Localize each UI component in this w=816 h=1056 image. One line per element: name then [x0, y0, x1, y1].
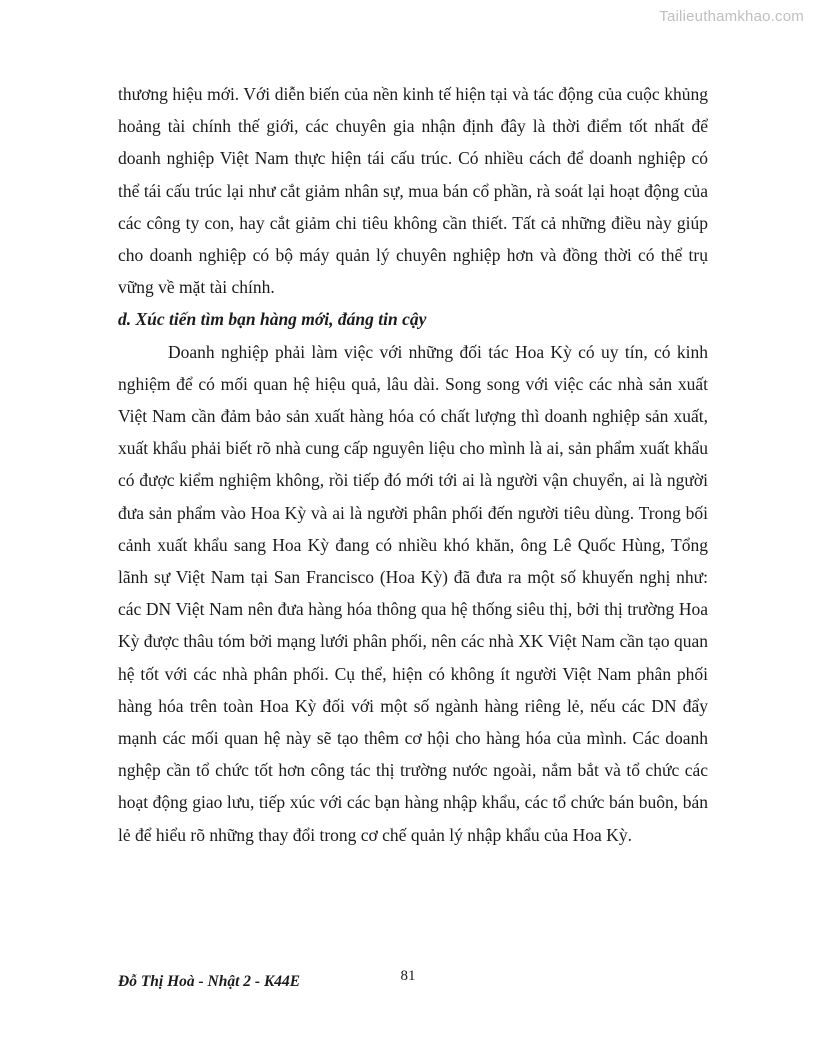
page-body — [118, 78, 708, 851]
body-paragraph-1: thương hiệu mới. Với diễn biến của nền kinh tế hiện tại và tác động của cuộc khủng hoảng tài chính thế giới, các chuyên gia nhận định đây là thời điểm tốt nhất để doanh nghiệp Việt Nam thực hiện tái cấu trúc. Có nhiều cách để doanh nghiệp có thể tái cấu trúc lại như cắt giảm nhân sự, mua bán cổ phần, rà soát lại hoạt động của các công ty con, hay cắt giảm chi tiêu không cần thiết. Tất cả những điều này giúp cho doanh nghiệp có bộ máy quản lý chuyên nghiệp hơn và đồng thời có thể trụ vững về mặt tài chính. — [118, 84, 708, 298]
page-number: 81 — [400, 968, 416, 984]
page-footer — [0, 964, 816, 998]
footer-author: Đỗ Thị Hoà - Nhật 2 - K44E — [118, 973, 301, 990]
section-heading-d: d. Xúc tiến tìm bạn hàng mới, đáng tin cậy — [118, 309, 427, 330]
body-paragraph-2: Doanh nghiệp phải làm việc với những đối tác Hoa Kỳ có uy tín, có kinh nghiệm để có mối quan hệ hiệu quả, lâu dài. Song song với việc các nhà sản xuất Việt Nam cần đảm bảo sản xuất hàng hóa có chất lượng thì doanh nghiệp sản xuất, xuất khẩu phải biết rõ nhà cung cấp nguyên liệu cho mình là ai, sản phẩm xuất khẩu có được kiểm nghiệm không, rồi tiếp đó mới tới ai là người vận chuyển, ai là người đưa sản phẩm vào Hoa Kỳ và ai là người phân phối đến người tiêu dùng. Trong bối cảnh xuất khẩu sang Hoa Kỳ đang có nhiều khó khăn, ông Lê Quốc Hùng, Tổng lãnh sự Việt Nam tại San Francisco (Hoa Kỳ) đã đưa ra một số khuyến nghị như: các DN Việt Nam nên đưa hàng hóa thông qua hệ thống siêu thị, bởi thị trường Hoa Kỳ được thâu tóm bởi mạng lưới phân phối, nên các nhà XK Việt Nam cần tạo quan hệ tốt với các nhà phân phối. Cụ thể, hiện có không ít người Việt Nam phân phối hàng hóa trên toàn Hoa Kỳ đối với một số ngành hàng riêng lẻ, nếu các DN đẩy mạnh các mối quan hệ này sẽ tạo thêm cơ hội cho hàng hóa của mình. Các doanh nghệp cần tổ chức tốt hơn công tác thị trường nước ngoài, nắm bắt và tổ chức các hoạt động giao lưu, tiếp xúc với các bạn hàng nhập khẩu, các tổ chức bán buôn, bán lẻ để hiểu rõ những thay đổi trong cơ chế quản lý nhập khẩu của Hoa Kỳ. — [118, 341, 708, 845]
watermark-text: Tailieuthamkhao.com — [659, 8, 804, 25]
